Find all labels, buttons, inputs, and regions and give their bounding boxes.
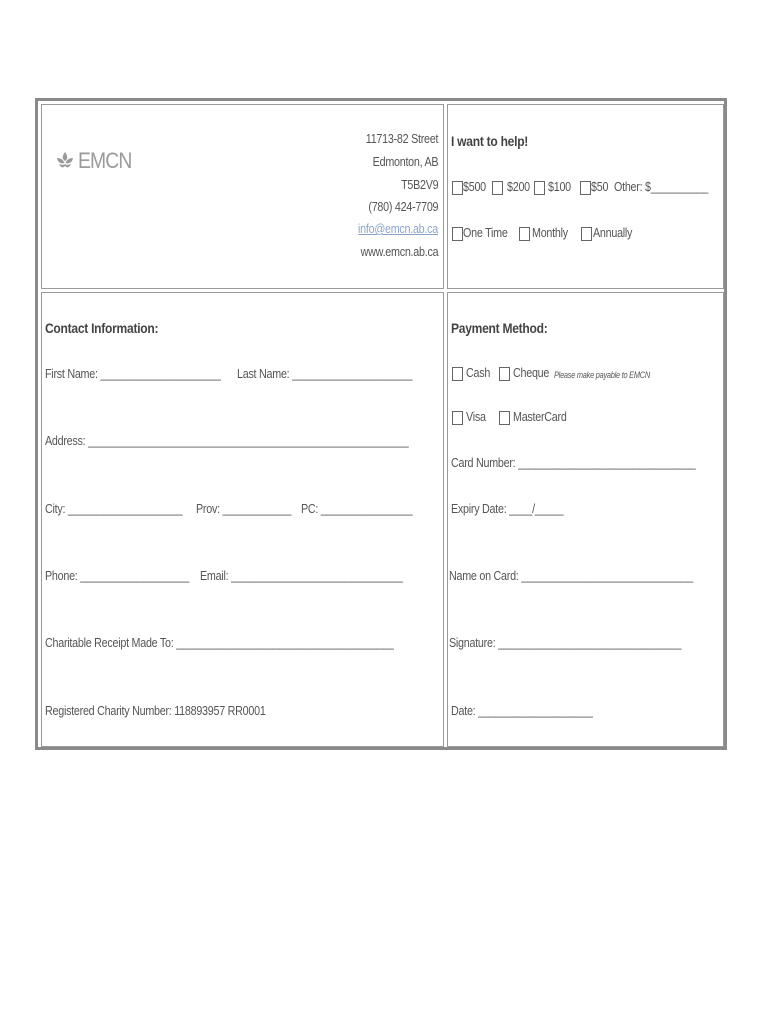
- address-field[interactable]: Address: ________________________________________________________: [45, 434, 409, 448]
- charitable-receipt-field[interactable]: Charitable Receipt Made To: ______________________________________: [45, 636, 394, 650]
- phone-field[interactable]: Phone: ___________________: [45, 569, 189, 583]
- address-line-street: 11713-82 Street: [365, 132, 438, 146]
- address-line-postal: T5B2V9: [400, 178, 438, 192]
- cheque-note: Please make payable to EMCN: [554, 370, 650, 380]
- amount-200-checkbox[interactable]: [492, 181, 503, 195]
- mastercard-label: MasterCard: [513, 410, 567, 424]
- first-name-field[interactable]: First Name: _____________________: [45, 367, 221, 381]
- payment-heading: Payment Method:: [451, 320, 548, 336]
- visa-checkbox[interactable]: [452, 411, 463, 425]
- mastercard-checkbox[interactable]: [499, 411, 510, 425]
- help-options-cell: [447, 104, 724, 289]
- amount-50-checkbox[interactable]: [580, 181, 591, 195]
- amount-500-label: $500: [463, 180, 486, 194]
- amount-100-checkbox[interactable]: [534, 181, 545, 195]
- postal-code-field[interactable]: PC: ________________: [301, 502, 413, 516]
- email-link[interactable]: info@emcn.ab.ca: [358, 222, 438, 236]
- address-line-phone: (780) 424-7709: [368, 200, 438, 214]
- expiry-date-field[interactable]: Expiry Date: ____/_____: [451, 502, 564, 516]
- amount-100-label: $100: [548, 180, 571, 194]
- emcn-logo: [56, 148, 139, 174]
- city-field[interactable]: City: ____________________: [45, 502, 183, 516]
- cheque-checkbox[interactable]: [499, 367, 510, 381]
- visa-label: Visa: [466, 410, 486, 424]
- payment-method-cell: [447, 292, 724, 747]
- contact-heading: Contact Information:: [45, 320, 159, 336]
- amount-200-label: $200: [507, 180, 530, 194]
- website-text: www.emcn.ab.ca: [360, 245, 438, 259]
- amount-50-label: $50: [591, 180, 609, 194]
- amount-500-checkbox[interactable]: [452, 181, 463, 195]
- province-field[interactable]: Prov: ____________: [196, 502, 292, 516]
- frequency-one-time-label: One Time: [463, 226, 508, 240]
- logo-text: EMCN: [78, 148, 132, 173]
- help-heading: I want to help!: [451, 133, 529, 149]
- cash-checkbox[interactable]: [452, 367, 463, 381]
- signature-field[interactable]: Signature: ________________________________: [449, 636, 682, 650]
- cheque-label: Cheque: [513, 366, 550, 380]
- donation-form: [35, 98, 727, 750]
- name-on-card-field[interactable]: Name on Card: ______________________________: [449, 569, 693, 583]
- frequency-monthly-label: Monthly: [532, 226, 568, 240]
- date-field[interactable]: Date: ____________________: [451, 704, 593, 718]
- frequency-monthly-checkbox[interactable]: [519, 227, 530, 241]
- contact-info-cell: [41, 292, 444, 747]
- charity-number-text: Registered Charity Number: 118893957 RR0001: [45, 704, 266, 718]
- frequency-one-time-checkbox[interactable]: [452, 227, 463, 241]
- contact-email-field[interactable]: Email: ______________________________: [200, 569, 403, 583]
- card-number-field[interactable]: Card Number: _______________________________: [451, 456, 696, 470]
- leaf-icon: [56, 151, 74, 171]
- cash-label: Cash: [466, 366, 491, 380]
- last-name-field[interactable]: Last Name: _____________________: [237, 367, 413, 381]
- address-line-city: Edmonton, AB: [372, 155, 438, 169]
- frequency-annually-label: Annually: [593, 226, 633, 240]
- frequency-annually-checkbox[interactable]: [581, 227, 592, 241]
- amount-other-field[interactable]: Other: $__________: [614, 180, 708, 194]
